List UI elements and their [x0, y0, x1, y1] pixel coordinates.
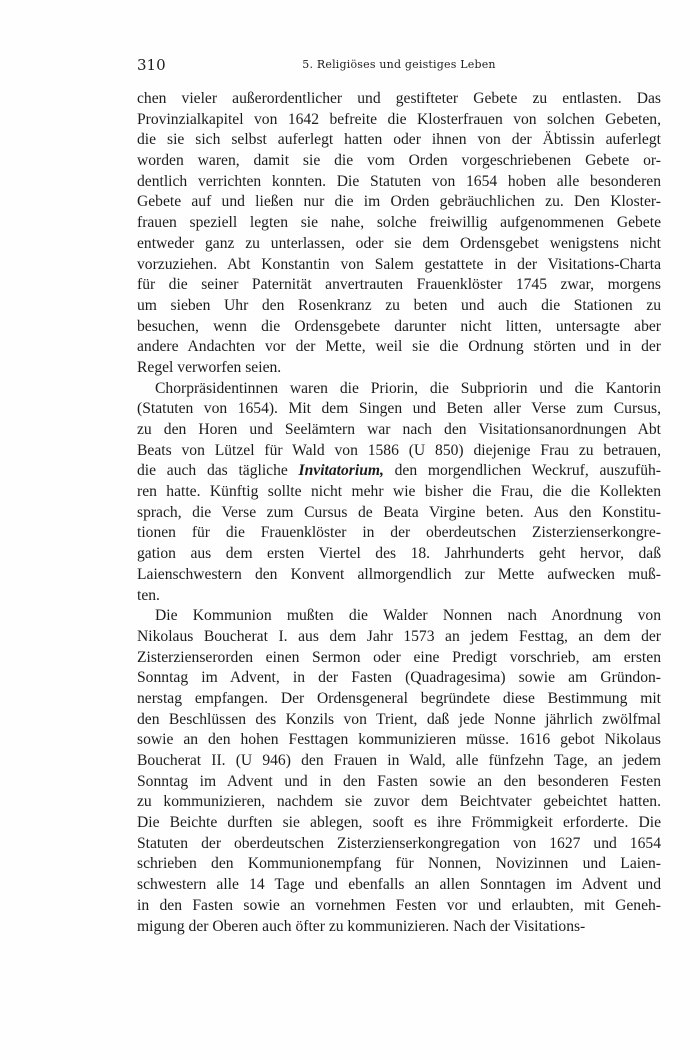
text-line: ten.	[137, 586, 160, 604]
text-line: schrieben den Kommunionempfang für Nonnen, Novizinnen und Laien-	[137, 855, 661, 873]
text-line: sprach, die Verse zum Cursus de Beata Virgine beten. Aus den Konstitu-	[137, 503, 661, 521]
text-line: Zisterzienserorden einen Sermon oder eine Predigt vorschrieb, am ersten	[137, 648, 661, 666]
text-line: gation aus dem ersten Viertel des 18. Jahrhunderts geht hervor, daß	[137, 545, 661, 563]
text-line: schwestern alle 14 Tage und ebenfalls an allen Sonntagen im Advent und	[137, 876, 661, 894]
text-line: nerstag empfangen. Der Ordensgeneral begründete diese Bestimmung mit	[137, 689, 661, 707]
text-line: ren hatte. Künftig sollte nicht mehr wie bisher die Frau, die die Kollekten	[137, 483, 661, 501]
text-line: worden waren, damit sie die vom Orden vorgeschriebenen Gebete or-	[137, 152, 661, 170]
paragraph	[137, 379, 661, 607]
text-line: Die Beichte durften sie ablegen, sooft es ihre Frömmigkeit erforderte. Die	[137, 814, 661, 832]
text-line: chen vieler außerordentlicher und gestifteter Gebete zu entlasten. Das	[137, 90, 661, 107]
text-line: Regel verworfen seien.	[137, 358, 282, 376]
text-line: zu den Horen und Seelämtern war nach den Visitationsanordnungen Abt	[137, 421, 661, 438]
text-line: Die Kommunion mußten die Walder Nonnen nach Anordnung von	[155, 607, 661, 625]
text-line: Beats von Lützel für Wald von 1586 (U 850) diejenige Frau zu betrauen,	[137, 441, 661, 459]
text-line: den Beschlüssen des Konzils von Trient, daß jede Nonne jährlich zwölfmal	[137, 710, 661, 728]
text-line: die sie sich selbst auferlegt hatten oder ihnen von der Äbtissin auferlegt	[137, 131, 661, 149]
text-line: Boucherat II. (U 946) den Frauen in Wald, alle fünfzehn Tage, an jedem	[137, 752, 661, 769]
text-line: Gebete auf und ließen nur die im Orden gebräuchlichen zu. Den Kloster-	[137, 193, 661, 211]
text-line: zu kommunizieren, nachdem sie zuvor dem Beichtvater gebeichtet hatten.	[137, 793, 661, 811]
text-line: frauen speziell legten sie nahe, solche freiwillig aufgenommenen Gebete	[137, 214, 661, 232]
page-number: 310	[137, 56, 166, 74]
text-line: vorzuziehen. Abt Konstantin von Salem gestattete in der Visitations-Charta	[137, 255, 661, 273]
text-line: die auch das tägliche Invitatorium, den morgendlichen Weckruf, auszufüh-	[137, 462, 661, 480]
running-head	[137, 56, 661, 76]
body-text	[137, 89, 661, 937]
text-line: entweder ganz zu unterlassen, oder sie dem Ordensgebet wenigstens nicht	[137, 234, 661, 252]
text-line: in den Fasten sowie an vornehmen Festen vor und erlaubten, mit Geneh-	[137, 896, 661, 914]
text-line: besuchen, wenn die Ordensgebete darunter nicht litten, untersagte aber	[137, 317, 661, 335]
text-line: Sonntag im Advent, in der Fasten (Quadragesima) sowie am Gründon-	[137, 669, 661, 687]
text-line: andere Andachten vor der Mette, weil sie die Ordnung störten und in der	[137, 338, 661, 356]
text-line: (Statuten von 1654). Mit dem Singen und Beten aller Verse zum Cursus,	[137, 400, 661, 418]
paragraph	[137, 89, 661, 379]
text-line: Provinzialkapitel von 1642 befreite die Klosterfrauen von solchen Gebeten,	[137, 110, 661, 128]
text-line: für die seiner Paternität anvertrauten Frauenklöster 1745 zwar, morgens	[137, 276, 661, 294]
text-line: um sieben Uhr den Rosenkranz zu beten und auch die Stationen zu	[137, 296, 661, 314]
text-line: Sonntag im Advent und in den Fasten sowie an den besonderen Festen	[137, 772, 661, 790]
text-line: migung der Oberen auch öfter zu kommunizieren. Nach der Visitations-	[137, 917, 586, 935]
text-line: tionen für die Frauenklöster in der oberdeutschen Zisterzienserkongre-	[137, 524, 661, 542]
running-title: 5. Religiöses und geistiges Leben	[302, 58, 496, 71]
text-line: Chorpräsidentinnen waren die Priorin, die Subpriorin und die Kantorin	[155, 379, 661, 397]
text-line: Laienschwestern den Konvent allmorgendlich zur Mette aufwecken muß-	[137, 565, 661, 583]
text-line: Nikolaus Boucherat I. aus dem Jahr 1573 an jedem Festtag, an dem der	[137, 627, 661, 645]
text-line: dentlich verrichten konnten. Die Statuten von 1654 hoben alle besonderen	[137, 172, 661, 190]
text-line: sowie an den hohen Festtagen kommunizieren müsse. 1616 gebot Nikolaus	[137, 731, 661, 749]
paragraph	[137, 606, 661, 937]
emphasis-term: Invitatorium,	[298, 462, 384, 480]
text-line: Statuten der oberdeutschen Zisterzienserkongregation von 1627 und 1654	[137, 834, 661, 852]
